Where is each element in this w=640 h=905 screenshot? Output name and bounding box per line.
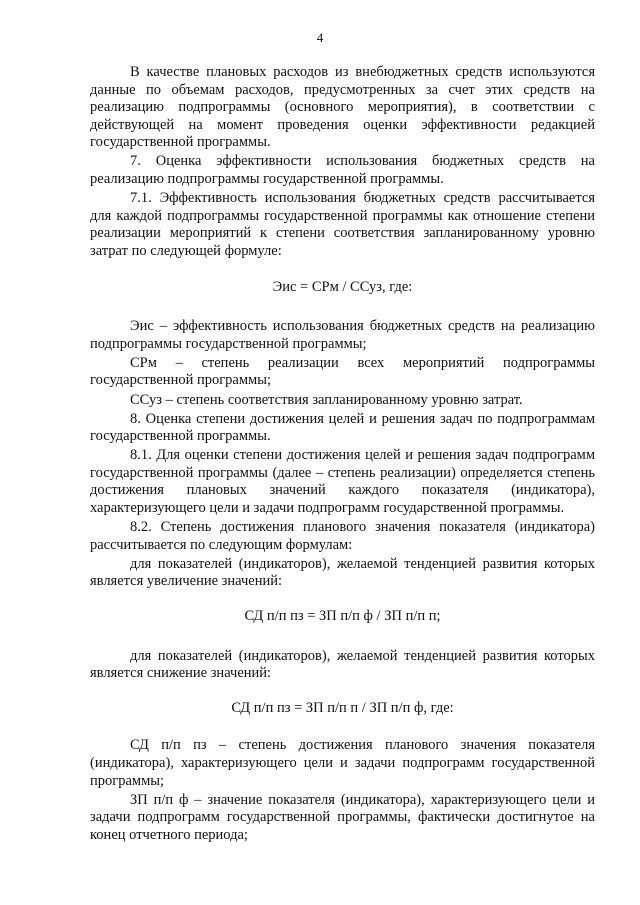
page-number: 4 [316,30,324,45]
paragraph-section-8-1: 8.1. Для оценки степени достижения целей и решения задач подпрограмм государственной программы (далее – степень реализации) определяется степень достижения плановых значений каждого показателя (индикатора), характеризующего цели и задачи подпрограмм государственной программы. [90,447,595,517]
paragraph-extrabudgetary-expenses: В качестве плановых расходов из внебюджетных средств используются данные по объемам расходов, предусмотренных за счет этих средств на реализацию подпрограммы (основного мероприятия), в соответствии с действующей на момент проведения оценки эффективности редакцией государственной программы. [90,64,595,151]
paragraph-section-8-2: 8.2. Степень достижения планового значения показателя (индикатора) рассчитывается по следующим формулам: [90,519,595,553]
formula-efficiency: Эис = СРм / ССуз, где: [272,278,413,295]
paragraph-section-7-1: 7.1. Эффективность использования бюджетных средств рассчитывается для каждой подпрограммы государственной программы как отношение степени реализации мероприятий к степени соответствия запланированному уровню затрат по следующей формуле: [90,190,595,259]
formula-increase: СД п/п пз = ЗП п/п ф / ЗП п/п п; [244,608,441,625]
paragraph-increase-indicators: для показателей (индикаторов), желаемой тенденцией развития которых является увеличение значений: [90,555,595,590]
paragraph-section-7: 7. Оценка эффективности использования бюджетных средств на реализацию подпрограммы государственной программы. [90,153,595,188]
definition-ssuz: ССуз – степень соответствия запланированному уровню затрат. [130,391,523,408]
formula-decrease: СД п/п пз = ЗП п/п п / ЗП п/п ф, где: [231,699,454,716]
document-body [90,64,595,846]
definition-sd: СД п/п пз – степень достижения планового значения показателя (индикатора), характеризующего цели и задачи подпрограмм государственной программы; [90,737,595,789]
paragraph-section-8: 8. Оценка степени достижения целей и решения задач по подпрограммам государственной программы. [90,410,595,445]
definition-srm: СРм – степень реализации всех мероприятий подпрограммы государственной программы; [90,354,595,389]
definition-zp-fact: ЗП п/п ф – значение показателя (индикатора), характеризующего цели и задачи подпрограмм государственной программы, фактически достигнутое на конец отчетного периода; [90,791,595,843]
paragraph-decrease-indicators: для показателей (индикаторов), желаемой тенденцией развития которых является снижение значений: [90,647,595,682]
definition-eis: Эис – эффективность использования бюджетных средств на реализацию подпрограммы государственной программы; [90,318,595,352]
